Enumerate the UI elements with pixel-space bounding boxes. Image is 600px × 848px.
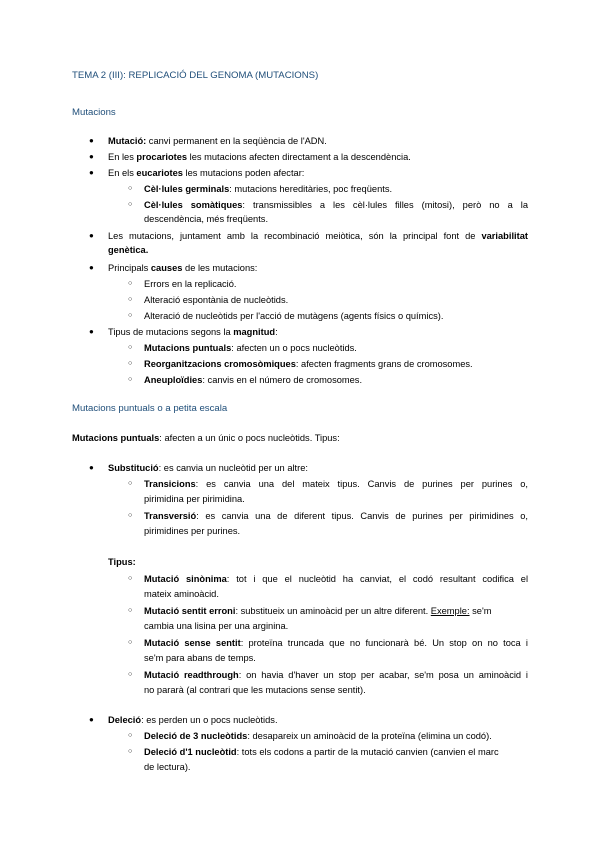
section-heading-mutacions-puntuals: Mutacions puntuals o a petita escala <box>72 403 228 414</box>
list-item-continuation: genètica. <box>108 245 149 255</box>
sub-list-item-continuation: cambia una lisina per una arginina. <box>144 621 289 631</box>
sub-list-item-continuation: no pararà (al contrari que les mutacions sense sentit). <box>144 685 366 695</box>
circle-bullet-icon: ○ <box>128 512 133 519</box>
bullet-icon: ● <box>89 168 94 177</box>
sub-list-item: Aneuploïdies: canvis en el número de cromosomes. <box>144 375 363 385</box>
sub-list-item: Deleció de 3 nucleòtids: desapareix un aminoàcid de la proteïna (elimina un codó). <box>144 731 492 741</box>
list-item: En les procariotes les mutacions afecten directament a la descendència. <box>108 152 411 162</box>
sub-list-item-continuation: pirimidina per pirimidina. <box>144 494 245 504</box>
sub-list-item: Mutacions puntuals: afecten un o pocs nucleòtids. <box>144 343 357 353</box>
tipus-label: Tipus: <box>108 557 136 567</box>
list-item: Deleció: es perden un o pocs nucleòtids. <box>108 715 278 725</box>
bullet-icon: ● <box>89 231 94 240</box>
circle-bullet-icon: ○ <box>128 748 133 755</box>
sub-list-item-continuation: de lectura). <box>144 762 191 772</box>
circle-bullet-icon: ○ <box>128 312 133 319</box>
bullet-icon: ● <box>89 327 94 336</box>
sub-list-item: Deleció d'1 nucleòtid: tots els codons a partir de la mutació canvien (canvien el marc <box>144 747 499 757</box>
bullet-icon: ● <box>89 263 94 272</box>
sub-list-item: Cèl·lules germinals: mutacions hereditàries, poc freqüents. <box>144 184 393 194</box>
page-title: TEMA 2 (III): REPLICACIÓ DEL GENOMA (MUTACIONS) <box>72 70 319 81</box>
sub-list-item-continuation: se'm para abans de temps. <box>144 653 256 663</box>
list-item: Mutació: canvi permanent en la seqüència de l'ADN. <box>108 136 327 146</box>
list-item: Principals causes de les mutacions: <box>108 263 258 273</box>
circle-bullet-icon: ○ <box>128 360 133 367</box>
circle-bullet-icon: ○ <box>128 639 133 646</box>
circle-bullet-icon: ○ <box>128 201 133 208</box>
intro-paragraph: Mutacions puntuals: afecten a un únic o pocs nucleòtids. Tipus: <box>72 433 340 443</box>
sub-list-item: Transversió: es canvia una de diferent tipus. Canvis de purines per pirimidines o, <box>144 511 528 521</box>
circle-bullet-icon: ○ <box>128 344 133 351</box>
bullet-icon: ● <box>89 715 94 724</box>
sub-list-item: Alteració espontània de nucleòtids. <box>144 295 289 305</box>
circle-bullet-icon: ○ <box>128 480 133 487</box>
circle-bullet-icon: ○ <box>128 732 133 739</box>
list-item: Les mutacions, juntament amb la recombinació meiòtica, són la principal font de variabilitat <box>108 231 528 241</box>
sub-list-item: Alteració de nucleòtids per l'acció de mutàgens (agents físics o químics). <box>144 311 444 321</box>
bullet-icon: ● <box>89 463 94 472</box>
sub-list-item-continuation: descendència, més freqüents. <box>144 214 269 224</box>
circle-bullet-icon: ○ <box>128 671 133 678</box>
circle-bullet-icon: ○ <box>128 376 133 383</box>
list-item: Substitució: es canvia un nucleòtid per un altre: <box>108 463 308 473</box>
circle-bullet-icon: ○ <box>128 280 133 287</box>
circle-bullet-icon: ○ <box>128 185 133 192</box>
circle-bullet-icon: ○ <box>128 575 133 582</box>
sub-list-item: Cèl·lules somàtiques: transmissibles a les cèl·lules filles (mitosi), però no a la <box>144 200 528 210</box>
section-heading-mutacions: Mutacions <box>72 107 116 118</box>
sub-list-item: Mutació readthrough: on havia d'haver un stop per acabar, se'm posa un aminoàcid i <box>144 670 528 680</box>
sub-list-item-continuation: pirimidines per purines. <box>144 526 241 536</box>
sub-list-item: Reorganitzacions cromosòmiques: afecten fragments grans de cromosomes. <box>144 359 473 369</box>
sub-list-item-continuation: mateix aminoàcid. <box>144 589 219 599</box>
bullet-icon: ● <box>89 136 94 145</box>
bullet-icon: ● <box>89 152 94 161</box>
sub-list-item: Transicions: es canvia una del mateix tipus. Canvis de purines per purines o, <box>144 479 528 489</box>
circle-bullet-icon: ○ <box>128 296 133 303</box>
sub-list-item: Mutació sense sentit: proteïna truncada que no funcionarà bé. Un stop on no toca i <box>144 638 528 648</box>
sub-list-item: Mutació sinònima: tot i que el nucleòtid ha canviat, el codó resultant codifica el <box>144 574 529 584</box>
sub-list-item: Mutació sentit erroni: substitueix un aminoàcid per un altre diferent. Exemple: se'm <box>144 606 492 616</box>
sub-list-item: Errors en la replicació. <box>144 279 237 289</box>
list-item: Tipus de mutacions segons la magnitud: <box>108 327 278 337</box>
circle-bullet-icon: ○ <box>128 607 133 614</box>
list-item: En els eucariotes les mutacions poden afectar: <box>108 168 305 178</box>
